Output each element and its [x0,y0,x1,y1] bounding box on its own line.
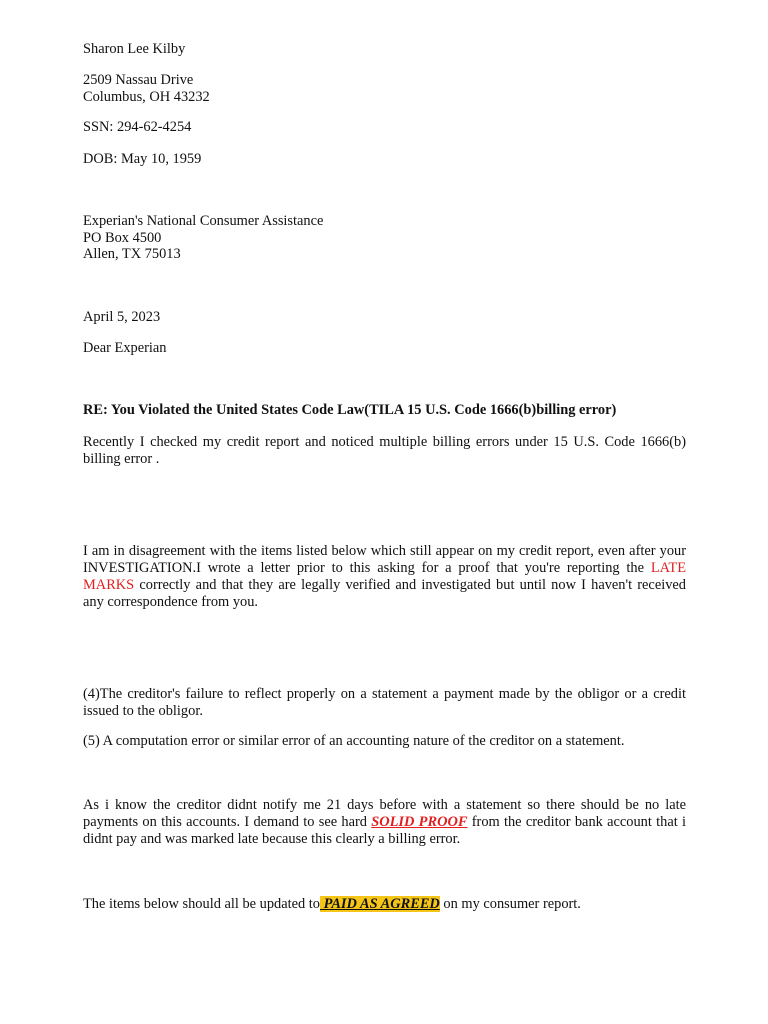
paragraph-proof-demand [83,797,686,848]
update-request-text-2: on my consumer report. [439,896,581,912]
paragraph-intro: Recently I checked my credit report and noticed multiple billing errors under 15 U.S. Code 1666(b) billing error . [83,434,686,467]
paragraph-update-request [83,896,581,913]
recipient-name: Experian's National Consumer Assistance [83,213,324,229]
paragraph-proof-text-2: from the creditor bank account that i didnt pay and was marked late because this clearly a billing error. [83,814,686,847]
letter-date: April 5, 2023 [83,309,161,325]
salutation: Dear Experian [83,340,167,356]
sender-ssn: SSN: 294-62-4254 [83,119,192,135]
sender-dob: DOB: May 10, 1959 [83,151,202,167]
list-item-5: (5) A computation error or similar error of an accounting nature of the creditor on a statement. [83,733,625,749]
recipient-address-line2: Allen, TX 75013 [83,246,181,262]
solid-proof-emphasis: SOLID PROOF [371,814,468,830]
paragraph-disagreement-text-1: I am in disagreement with the items listed below which still appear on my credit report, even after your INVESTIGATION.I wrote a letter prior to this asking for a proof that you're reporting the [83,543,686,576]
list-item-4: (4)The creditor's failure to reflect properly on a statement a payment made by the obligor or a credit issued to the obligor. [83,686,686,719]
recipient-address-line1: PO Box 4500 [83,230,162,246]
subject-line: RE: You Violated the United States Code Law(TILA 15 U.S. Code 1666(b)billing error) [83,402,617,418]
paragraph-proof-text-1: As i know the creditor didnt notify me 21 days before with a statement so there should be no late payments on this accounts. I demand to see hard [83,797,686,830]
sender-address-line2: Columbus, OH 43232 [83,89,210,105]
late-marks-emphasis: LATE MARKS [83,560,686,593]
sender-address-line1: 2509 Nassau Drive [83,72,194,88]
paragraph-disagreement-text-2: correctly and that they are legally verified and investigated but until now I haven't received any correspondence from you. [83,577,686,610]
paid-as-agreed-highlight: PAID AS AGREED [320,896,440,912]
update-request-text-1: The items below should all be updated to [83,896,320,912]
paragraph-disagreement [83,543,686,611]
sender-name: Sharon Lee Kilby [83,41,186,57]
